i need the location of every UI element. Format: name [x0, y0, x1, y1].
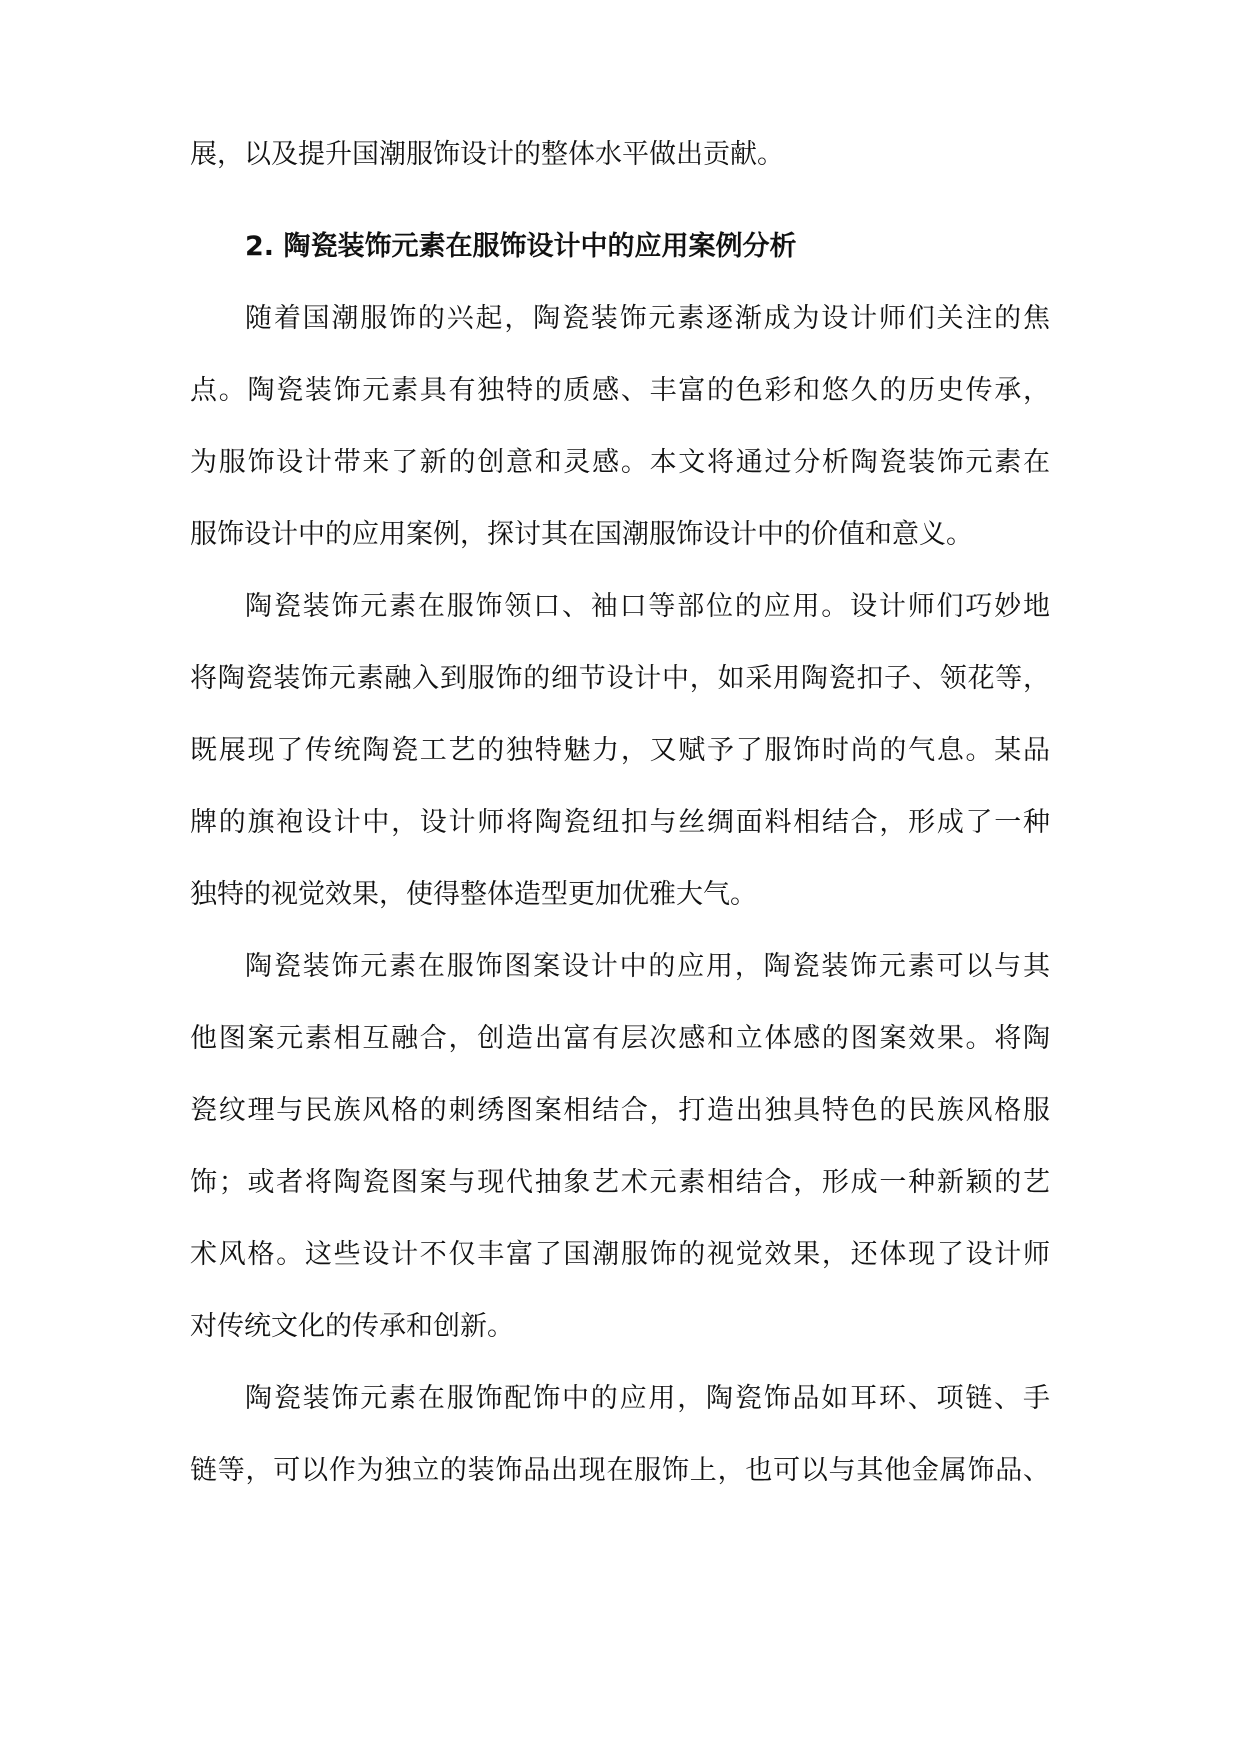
paragraph-line: 他图案元素相互融合，创造出富有层次感和立体感的图案效果。将陶	[190, 1023, 1050, 1054]
paragraph-line: 服饰设计中的应用案例，探讨其在国潮服饰设计中的价值和意义。	[190, 519, 973, 550]
paragraph-line: 随着国潮服饰的兴起，陶瓷装饰元素逐渐成为设计师们关注的焦	[245, 303, 1050, 334]
paragraph-line: 对传统文化的传承和创新。	[190, 1311, 514, 1342]
paragraph-line: 展，以及提升国潮服饰设计的整体水平做出贡献。	[190, 139, 784, 170]
paragraph-line: 独特的视觉效果，使得整体造型更加优雅大气。	[190, 879, 757, 910]
paragraph-line: 点。陶瓷装饰元素具有独特的质感、丰富的色彩和悠久的历史传承，	[190, 375, 1050, 406]
paragraph-line: 术风格。这些设计不仅丰富了国潮服饰的视觉效果，还体现了设计师	[190, 1239, 1050, 1270]
paragraph-line: 既展现了传统陶瓷工艺的独特魅力，又赋予了服饰时尚的气息。某品	[190, 735, 1050, 766]
paragraph-line: 牌的旗袍设计中，设计师将陶瓷纽扣与丝绸面料相结合，形成了一种	[190, 807, 1050, 838]
paragraph-line: 将陶瓷装饰元素融入到服饰的细节设计中，如采用陶瓷扣子、领花等，	[190, 663, 1050, 694]
section-heading: 2. 陶瓷装饰元素在服饰设计中的应用案例分析	[245, 231, 797, 262]
paragraph-line: 陶瓷装饰元素在服饰领口、袖口等部位的应用。设计师们巧妙地	[245, 591, 1050, 622]
paragraph-line: 饰；或者将陶瓷图案与现代抽象艺术元素相结合，形成一种新颖的艺	[190, 1167, 1050, 1198]
paragraph-line: 陶瓷装饰元素在服饰配饰中的应用，陶瓷饰品如耳环、项链、手	[245, 1383, 1050, 1414]
paragraph-line: 瓷纹理与民族风格的刺绣图案相结合，打造出独具特色的民族风格服	[190, 1095, 1050, 1126]
paragraph-line: 链等，可以作为独立的装饰品出现在服饰上，也可以与其他金属饰品、	[190, 1455, 1050, 1486]
paragraph-line: 陶瓷装饰元素在服饰图案设计中的应用，陶瓷装饰元素可以与其	[245, 951, 1050, 982]
paragraph-line: 为服饰设计带来了新的创意和灵感。本文将通过分析陶瓷装饰元素在	[190, 447, 1050, 478]
